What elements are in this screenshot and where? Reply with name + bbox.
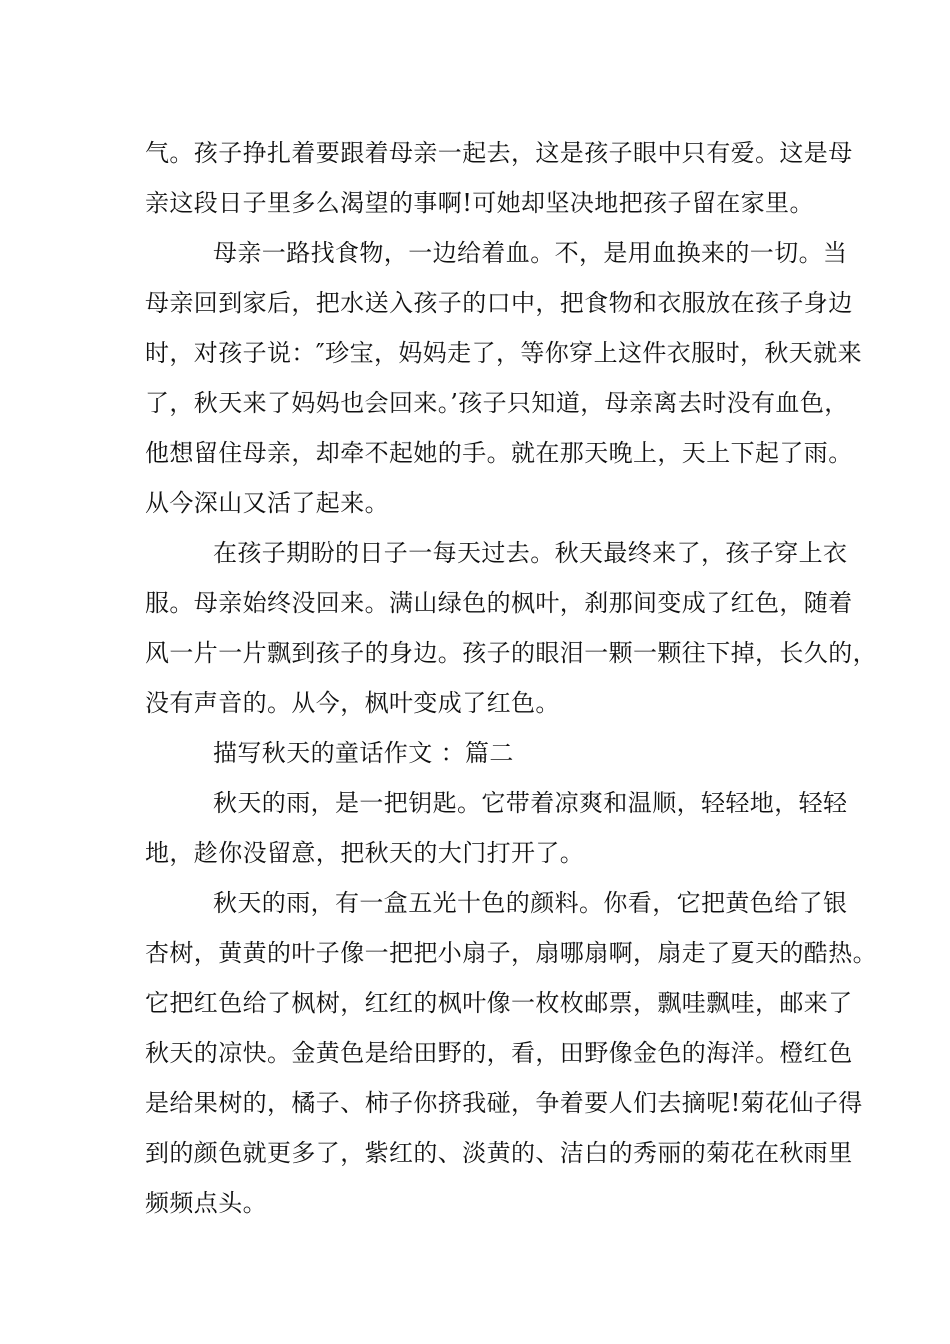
text-line: 它把红色给了枫树，红红的枫叶像一枚枚邮票，飘哇飘哇，邮来了 <box>145 989 853 1017</box>
text-line: 杏树，黄黄的叶子像一把把小扇子，扇哪扇啊，扇走了夏天的酷热。 <box>145 939 877 967</box>
paragraph-start: 秋天的雨，是一把钥匙。它带着凉爽和温顺，轻轻地，轻轻 <box>213 789 848 817</box>
document-body <box>145 128 877 1228</box>
text-line: 没有声音的。从今，枫叶变成了红色。 <box>145 689 560 717</box>
paragraph-start: 母亲一路找食物，一边给着血。不，是用血换来的一切。当 <box>213 239 848 267</box>
text-line: 气。孩子挣扎着要跟着母亲一起去，这是孩子眼中只有爱。这是母 <box>145 139 853 167</box>
text-line: 时，对孩子说：″珍宝，妈妈走了，等你穿上这件衣服时，秋天就来 <box>145 339 862 367</box>
text-line: 到的颜色就更多了，紫红的、淡黄的、洁白的秀丽的菊花在秋雨里 <box>145 1139 853 1167</box>
text-line: 服。母亲始终没回来。满山绿色的枫叶，刹那间变成了红色，随着 <box>145 589 853 617</box>
text-line: 了，秋天来了妈妈也会回来。’孩子只知道，母亲离去时没有血色， <box>145 389 849 417</box>
paragraph-start: 秋天的雨，有一盒五光十色的颜料。你看，它把黄色给了银 <box>213 889 848 917</box>
text-line: 母亲回到家后，把水送入孩子的口中，把食物和衣服放在孩子身边 <box>145 289 853 317</box>
text-line: 秋天的凉快。金黄色是给田野的，看，田野像金色的海洋。橙红色 <box>145 1039 853 1067</box>
text-line: 风一片一片飘到孩子的身边。孩子的眼泪一颗一颗往下掉，长久的， <box>145 639 877 667</box>
text-line: 从今深山又活了起来。 <box>145 489 389 517</box>
text-line: 频频点头。 <box>145 1189 267 1217</box>
section-heading: 描写秋天的童话作文 ：篇二 <box>213 739 514 767</box>
paragraph-start: 在孩子期盼的日子一每天过去。秋天最终来了，孩子穿上衣 <box>213 539 848 567</box>
text-line: 他想留住母亲，却牵不起她的手。就在那天晚上，天上下起了雨。 <box>145 439 853 467</box>
text-line: 亲这段日子里多么渴望的事啊!可她却坚决地把孩子留在家里。 <box>145 189 814 217</box>
text-line: 是给果树的，橘子、柿子你挤我碰，争着要人们去摘呢!菊花仙子得 <box>145 1089 863 1117</box>
text-line: 地，趁你没留意，把秋天的大门打开了。 <box>145 839 585 867</box>
